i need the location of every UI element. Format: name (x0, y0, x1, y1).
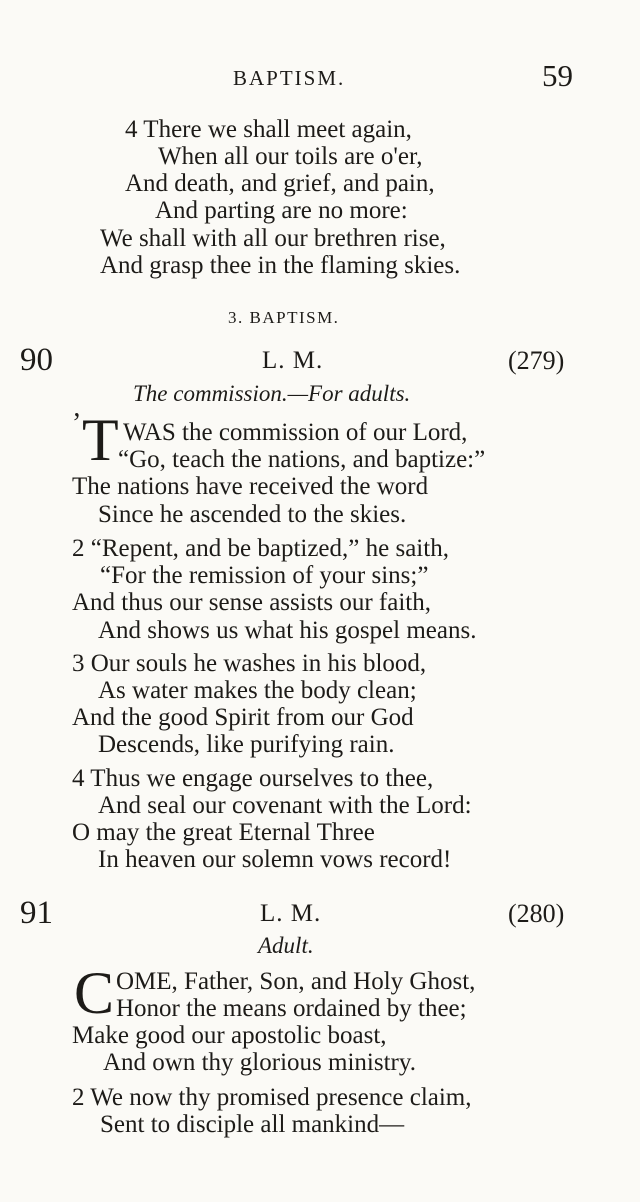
verse-line: Descends, like purifying rain. (98, 731, 395, 758)
verse-line: The nations have received the word (72, 473, 429, 500)
verse-line: As water makes the body clean; (98, 677, 417, 704)
verse-line: And own thy glorious ministry. (103, 1049, 416, 1076)
verse-line: We shall with all our brethren rise, (100, 225, 446, 252)
hymn-meter: L. M. (262, 347, 324, 374)
verse-line: Make good our apostolic boast, (72, 1022, 387, 1049)
hymn-reference: (280) (508, 899, 565, 928)
hymn-meter: L. M. (260, 900, 322, 927)
verse-line: 2 “Repent, and be baptized,” he saith, (72, 535, 449, 562)
verse-line: O may the great Eternal Three (72, 819, 375, 846)
verse-line: When all our toils are o'er, (158, 143, 423, 170)
verse-line: In heaven our solemn vows record! (98, 846, 452, 873)
verse-line: 4 Thus we engage ourselves to thee, (72, 765, 434, 792)
verse-line: Since he ascended to the skies. (98, 501, 407, 528)
verse-line: Honor the means ordained by thee; (116, 995, 467, 1022)
section-title: 3. BAPTISM. (228, 308, 340, 327)
verse-line: “For the remission of your sins;” (100, 562, 429, 589)
verse-line: 2 We now thy promised presence claim, (72, 1084, 472, 1111)
running-header: BAPTISM. (233, 66, 346, 90)
verse-line: And grasp thee in the flaming skies. (100, 252, 461, 279)
verse-line: And shows us what his gospel means. (98, 617, 477, 644)
page-number: 59 (542, 58, 573, 93)
verse-line: OME, Father, Son, and Holy Ghost, (116, 968, 476, 995)
verse-line: And the good Spirit from our God (72, 704, 414, 731)
drop-cap: T (82, 407, 119, 473)
hymn-subtitle: The commission.—For adults. (133, 381, 411, 406)
hymn-reference: (279) (508, 346, 565, 375)
verse-line: 4 There we shall meet again, (125, 116, 412, 143)
drop-cap: C (74, 960, 115, 1026)
verse-line: 3 Our souls he washes in his blood, (72, 650, 427, 677)
verse-line: And death, and grief, and pain, (125, 170, 435, 197)
verse-line: WAS the commission of our Lord, (123, 419, 468, 446)
apostrophe-mark: ’ (72, 408, 82, 439)
verse-line: And seal our covenant with the Lord: (98, 792, 472, 819)
hymn-number: 91 (20, 895, 53, 931)
hymn-number: 90 (20, 342, 53, 378)
verse-line: Sent to disciple all mankind— (100, 1111, 405, 1138)
verse-line: And thus our sense assists our faith, (72, 589, 431, 616)
verse-line: “Go, teach the nations, and baptize:” (118, 446, 486, 473)
hymn-subtitle: Adult. (258, 933, 314, 958)
verse-line: And parting are no more: (155, 197, 408, 224)
